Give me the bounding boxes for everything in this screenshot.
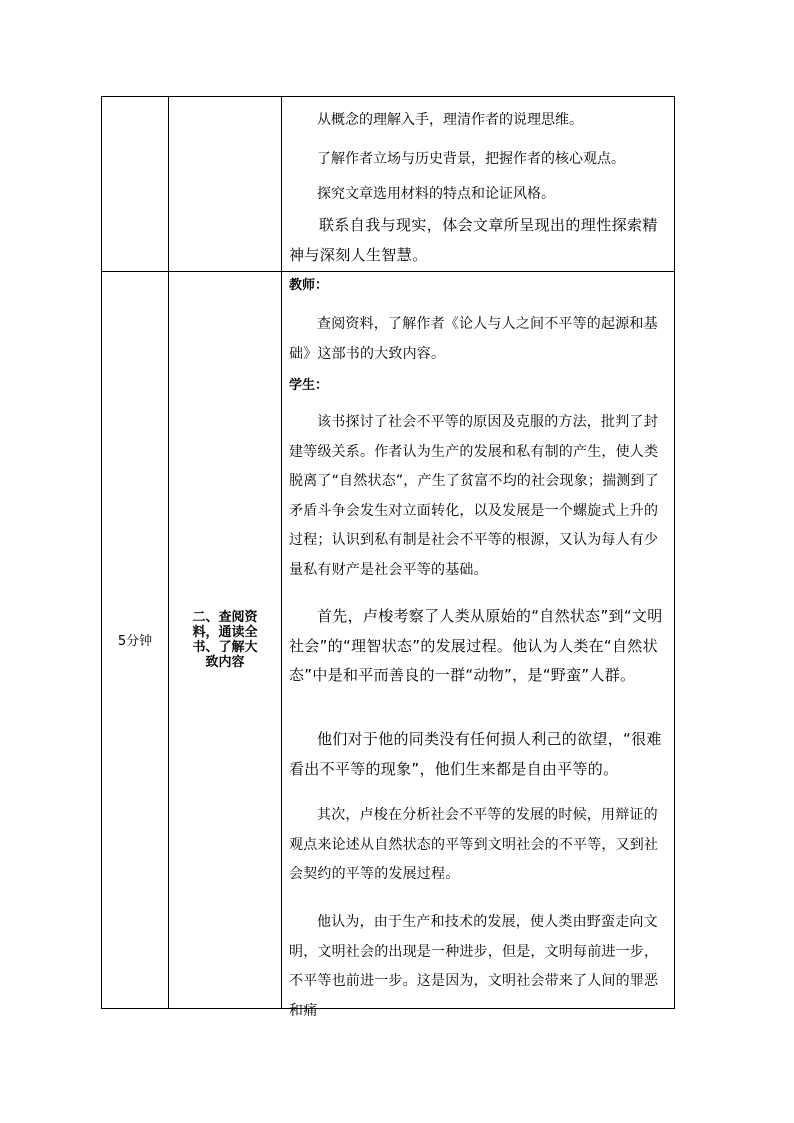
activity-cell <box>282 272 674 1019</box>
objectives-cell <box>282 97 674 271</box>
student-label: 学生： <box>289 378 329 393</box>
student-paragraph-2: 首先，卢梭考察了人类从原始的“自然状态”到“文明社会”的“理智状态”的发展过程。他认为人类在“自然状态”中是和平而善良的一群“动物”，是“野蛮”人群。 <box>289 607 663 684</box>
objective-4: 联系自我与现实，体会文章所呈现出的理性探索精神与深刻人生智慧。 <box>289 216 658 264</box>
student-paragraph-4: 其次，卢梭在分析社会不平等的发展的时候，用辩证的观点来论述从自然状态的平等到文明社会的不平等，又到社会契约的平等的发展过程。 <box>289 807 659 882</box>
step-cell <box>169 271 281 1008</box>
objective-1: 从概念的理解入手，理清作者的说理思维。 <box>317 112 583 128</box>
student-paragraph-3: 他们对于他的同类没有任何损人利己的欲望，“很难看出不平等的现象”，他们生来都是自由平等的。 <box>289 730 662 778</box>
objective-3: 探究文章选用材料的特点和论证风格。 <box>317 186 555 202</box>
student-paragraph-1: 该书探讨了社会不平等的原因及克服的方法，批判了封建等级关系。作者认为生产的发展和私有制的产生，使人类脱离了“自然状态”，产生了贫富不均的社会现象；揣测到了矛盾斗争会发生对立面转化，以及发展是一个螺旋式上升的过程；认识到私有制是社会不平等的根源，又认为每人有少量私有财产是社会平等的基础。 <box>289 414 659 578</box>
teacher-text: 查阅资料，了解作者《论人与人之间不平等的起源和基础》这部书的大致内容。 <box>289 316 658 362</box>
time-cell: 5分钟 <box>117 634 153 649</box>
teacher-label: 教师： <box>289 278 329 293</box>
lesson-plan-table <box>101 96 675 1019</box>
step-label: 二、查阅资料，通读全书、了解大致内容 <box>192 609 258 670</box>
objective-2: 了解作者立场与历史背景，把握作者的核心观点。 <box>317 151 625 167</box>
student-paragraph-5: 他认为，由于生产和技术的发展，使人类由野蛮走向文明，文明社会的出现是一种进步，但是，文明每前进一步，不平等也前进一步。这是因为，文明社会带来了人间的罪恶和痛 <box>289 914 659 1019</box>
